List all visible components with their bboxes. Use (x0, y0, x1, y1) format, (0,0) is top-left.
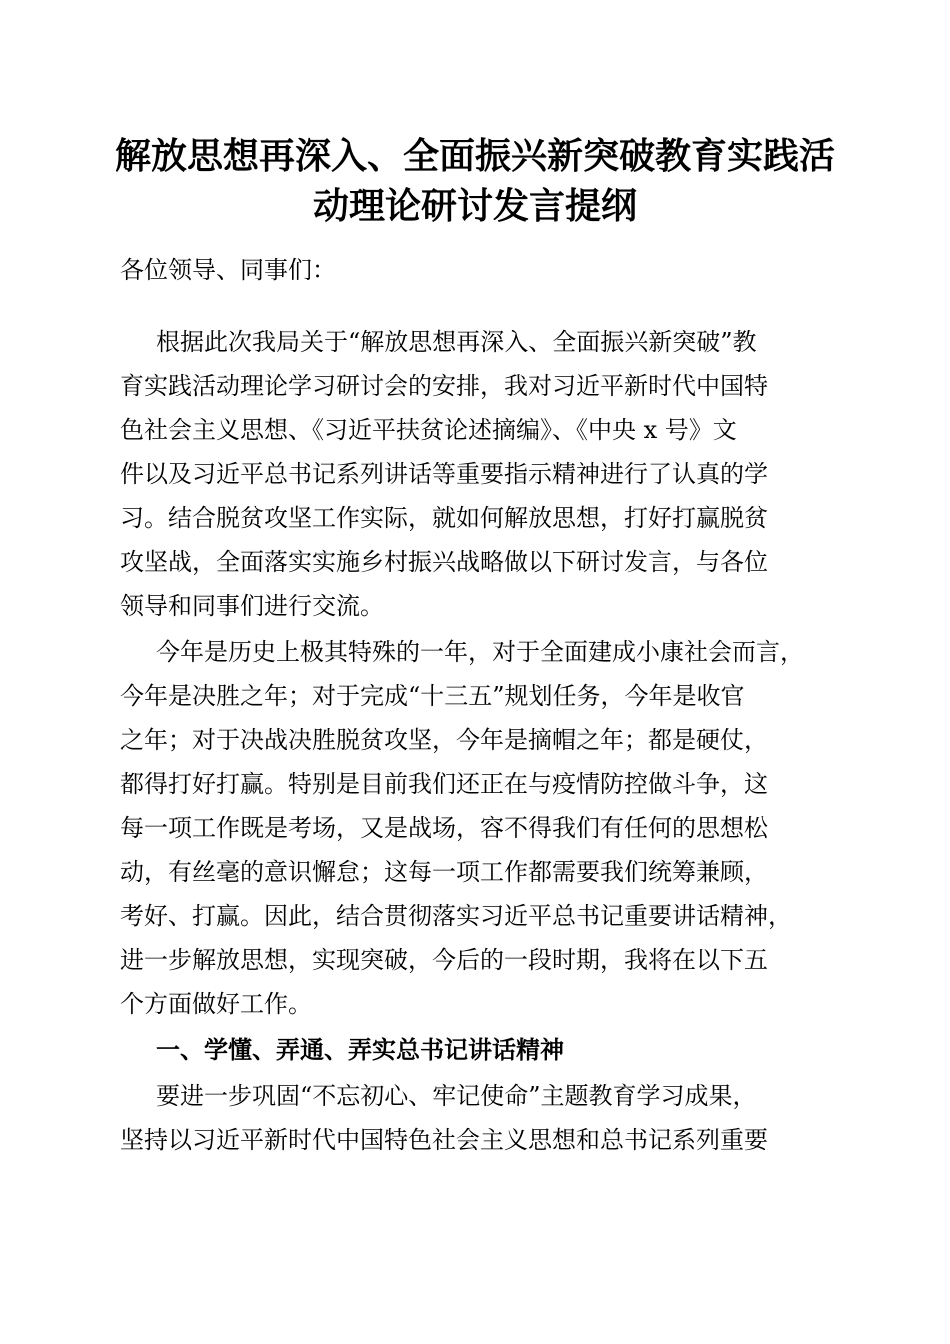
body-line: 之年；对于决战决胜脱贫攻坚，今年是摘帽之年；都是硬仗， (120, 726, 768, 754)
body-line: 根据此次我局关于“解放思想再深入、全面振兴新突破”教 (156, 328, 757, 356)
body-line: 色社会主义思想、《习近平扶贫论述摘编》、《中央 x 号》文 (120, 416, 737, 444)
section-heading: 一、学懂、弄通、弄实总书记讲话精神 (156, 1036, 564, 1064)
body-line: 领导和同事们进行交流。 (120, 592, 384, 620)
body-line: 坚持以习近平新时代中国特色社会主义思想和总书记系列重要 (120, 1126, 768, 1154)
body-line: 个方面做好工作。 (120, 990, 312, 1018)
body-line: 习。结合脱贫攻坚工作实际，就如何解放思想，打好打赢脱贫 (120, 504, 768, 532)
body-line: 育实践活动理论学习研讨会的安排，我对习近平新时代中国特 (120, 372, 768, 400)
body-line: 今年是历史上极其特殊的一年，对于全面建成小康社会而言， (156, 638, 804, 666)
document-title-line-1: 解放思想再深入、全面振兴新突破教育实践活 (114, 135, 835, 177)
salutation: 各位领导、同事们： (120, 256, 336, 284)
body-line: 件以及习近平总书记系列讲话等重要指示精神进行了认真的学 (120, 460, 768, 488)
body-line: 攻坚战，全面落实实施乡村振兴战略做以下研讨发言，与各位 (120, 548, 768, 576)
body-line: 今年是决胜之年；对于完成“十三五”规划任务，今年是收官 (120, 682, 745, 710)
document-title-line-2: 动理论研讨发言提纲 (312, 185, 637, 227)
body-line: 进一步解放思想，实现突破，今后的一段时期，我将在以下五 (120, 946, 768, 974)
body-line: 考好、打赢。因此，结合贯彻落实习近平总书记重要讲话精神， (120, 902, 792, 930)
body-line: 要进一步巩固“不忘初心、牢记使命”主题教育学习成果， (156, 1082, 757, 1110)
body-line: 都得打好打赢。特别是目前我们还正在与疫情防控做斗争，这 (120, 770, 768, 798)
body-line: 动，有丝毫的意识懈怠；这每一项工作都需要我们统筹兼顾， (120, 858, 768, 886)
body-line: 每一项工作既是考场，又是战场，容不得我们有任何的思想松 (120, 814, 768, 842)
